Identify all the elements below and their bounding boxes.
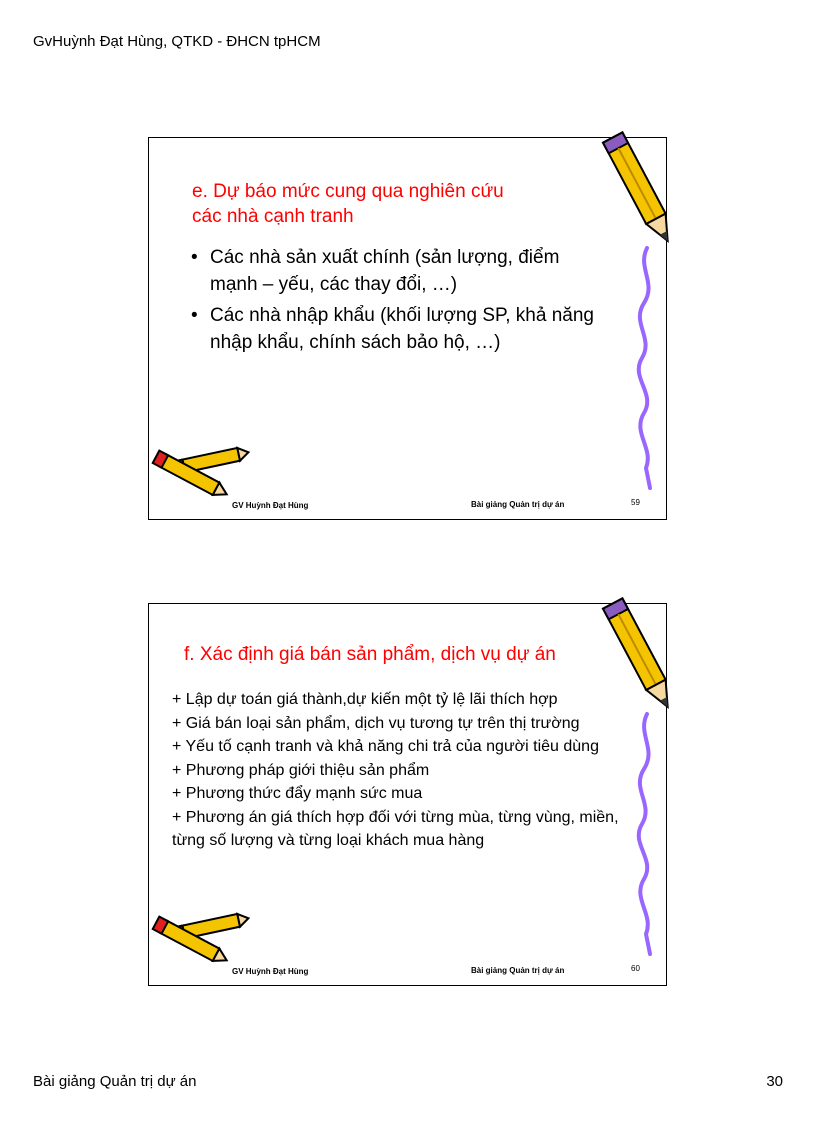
slide-footer-title: Bài giảng Quản trị dự án (471, 500, 565, 509)
squiggle-decoration-icon (632, 714, 662, 954)
page-footer-title: Bài giảng Quản trị dự án (33, 1073, 197, 1090)
slide-title-line-2: các nhà cạnh tranh (192, 206, 354, 227)
squiggle-decoration-icon (632, 248, 662, 488)
slide-title-line-1: e. Dự báo mức cung qua nghiên cứu (192, 181, 504, 202)
slide-title (192, 179, 572, 229)
slide-59 (148, 137, 667, 520)
list-item: + Phương thức đẩy mạnh sức mua (172, 785, 423, 802)
slide-60 (148, 603, 667, 986)
page-header: GvHuỳnh Đạt Hùng, QTKD - ĐHCN tpHCM (33, 33, 321, 50)
list-item: + Giá bán loại sản phẩm, dịch vụ tương tự trên thị trường (172, 714, 580, 732)
page-number: 30 (766, 1073, 783, 1090)
list-item: + Phương án giá thích hợp đối với từng mùa, từng vùng, miền, từng số lượng và từng loại khách mua hàng (172, 808, 619, 849)
slide-number: 59 (631, 498, 640, 507)
item-list (172, 688, 642, 853)
list-item: + Yếu tố cạnh tranh và khả năng chi trả của người tiêu dùng (172, 738, 599, 755)
pencil-icon (600, 592, 680, 722)
list-item: + Lập dự toán giá thành,dự kiến một tỷ lệ lãi thích hợp (172, 691, 558, 708)
slide-title: f. Xác định giá bán sản phẩm, dịch vụ dự án (184, 644, 556, 665)
slide-footer-author: GV Huỳnh Đạt Hùng (232, 967, 309, 976)
slide-footer-author: GV Huỳnh Đạt Hùng (232, 501, 309, 510)
list-item: + Phương pháp giới thiệu sản phẩm (172, 761, 430, 779)
bullet-list (189, 244, 609, 360)
slide-footer-title: Bài giảng Quản trị dự án (471, 966, 565, 975)
bullet-item: • Các nhà nhập khẩu (khối lượng SP, khả năng nhập khẩu, chính sách bảo hộ, …) (189, 302, 609, 356)
slide-number: 60 (631, 964, 640, 973)
pencil-icon (600, 126, 680, 256)
bullet-item: • Các nhà sản xuất chính (sản lượng, điểm mạnh – yếu, các thay đổi, …) (189, 244, 609, 298)
